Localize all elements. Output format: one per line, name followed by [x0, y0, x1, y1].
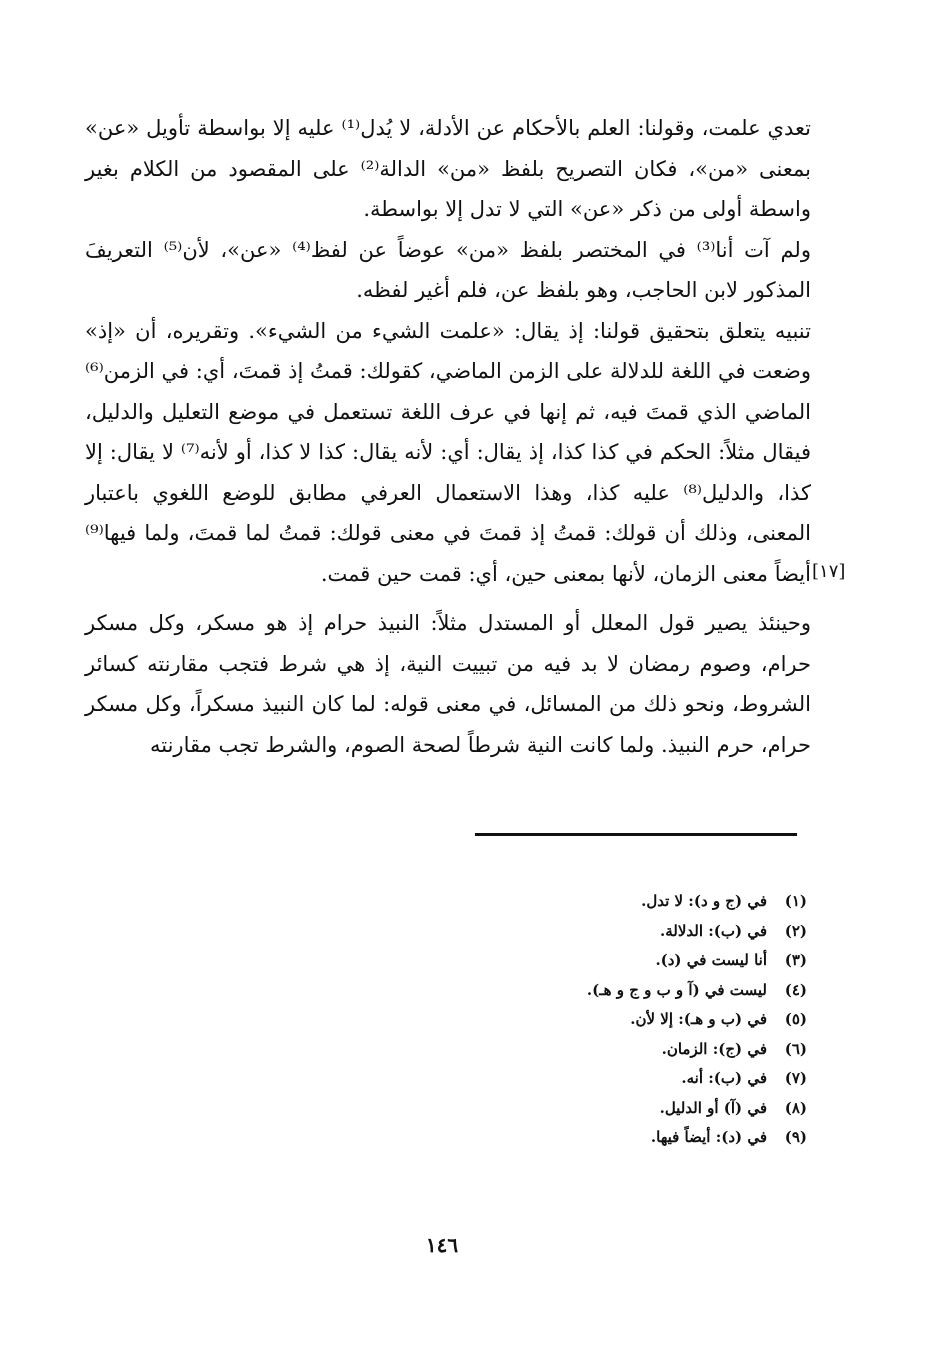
paragraph-3: تنبيه يتعلق بتحقيق قولنا: إذ يقال: «علمت الشيء من الشيء». وتقريره، أن «إذ» وضعت في اللغة للدلالة على الزمن الماضي، كقولك: قمتُ إذ قمتَ، أي: في الزمن⁽⁶⁾ الماضي الذي قمتَ فيه، ثم إنها في عرف اللغة تستعمل في موضع التعليل والدليل، فيقال مثلاً: الحكم في كذا كذا، إذ يقال: أي: لأنه يقال: كذا لا كذا، أو لأنه⁽⁷⁾ لا يقال: إلا كذا، والدليل⁽⁸⁾ عليه كذا، وهذا الاستعمال العرفي مطابق للوضع اللغوي باعتبار المعنى، وذلك أن قولك: قمتُ إذ قمتَ في معنى قولك: قمتُ لما قمتَ، ولما فيها⁽⁹⁾ أيضاً معنى الزمان، لأنها بمعنى حين، أي: قمت حين قمت. [85, 318, 811, 586]
page-number: ١٤٦ [425, 1233, 459, 1257]
footnote-item [307, 1035, 807, 1065]
main-text [85, 108, 811, 765]
paragraph-spacer [85, 594, 811, 603]
footnote-number: (٣) [784, 951, 807, 969]
footnote-item [307, 917, 807, 947]
footnote-text: في (ج): الزمان. [661, 1039, 767, 1058]
paragraph-4: وحينئذ يصير قول المعلل أو المستدل مثلاً: النبيذ حرام إذ هو مسكر، وكل مسكر حرام، وصوم رمضان لا بد فيه من تبييت النية، إذ هي شرط فتجب مقارنته كسائر الشروط، ونحو ذلك من المسائل، في معنى قوله: لما كان النبيذ مسكراً، وكل مسكر حرام، حرم النبيذ. ولما كانت النية شرطاً لصحة الصوم، والشرط تجب مقارنته [85, 611, 811, 757]
footnote-item [307, 976, 807, 1006]
footnote-text: ليست في (آ و ب و ج و هـ). [586, 980, 767, 999]
footnote-item [307, 946, 807, 976]
footnote-item [307, 1123, 807, 1153]
margin-page-reference: [١٧] [812, 561, 846, 582]
footnote-number: (٥) [784, 1010, 807, 1028]
footnote-item [307, 1094, 807, 1124]
paragraph-1: تعدي علمت، وقولنا: العلم بالأحكام عن الأدلة، لا يُدل⁽¹⁾ عليه إلا بواسطة تأويل «عن» بمعنى «من»، فكان التصريح بلفظ «من» الدالة⁽²⁾ على المقصود من الكلام بغير واسطة أولى من ذكر «عن» التي لا تدل إلا بواسطة. [85, 116, 811, 221]
footnote-text: في (ب): الدلالة. [660, 921, 767, 940]
footnote-text: في (ب و هـ): إلا لأن. [630, 1010, 767, 1028]
footnote-text: في (ب): أنه. [681, 1069, 767, 1087]
footnote-number: (٤) [784, 980, 807, 999]
footnote-item [307, 1064, 807, 1094]
footnote-text: أنا ليست في (د). [655, 951, 767, 969]
footnote-text: في (آ) أو الدليل. [659, 1098, 767, 1117]
footnote-item [307, 887, 807, 917]
footnote-separator-rule [475, 833, 797, 836]
footnote-number: (٧) [784, 1069, 807, 1087]
footnote-number: (١) [784, 892, 807, 910]
footnote-text: في (د): أيضاً فيها. [650, 1128, 767, 1146]
footnote-number: (٦) [784, 1039, 807, 1058]
footnote-text: في (ج و د): لا تدل. [641, 892, 767, 910]
footnote-number: (٢) [784, 921, 807, 940]
paragraph-2: ولم آت أنا⁽³⁾ في المختصر بلفظ «من» عوضاً عن لفظ⁽⁴⁾ «عن»، لأن⁽⁵⁾ التعريفَ المذكور لابن الحاجب، وهو بلفظ عن، فلم أغير لفظه. [85, 237, 811, 302]
footnote-item [307, 1005, 807, 1035]
footnotes-list [307, 887, 807, 1153]
footnote-number: (٨) [784, 1098, 807, 1117]
footnote-number: (٩) [784, 1128, 807, 1146]
